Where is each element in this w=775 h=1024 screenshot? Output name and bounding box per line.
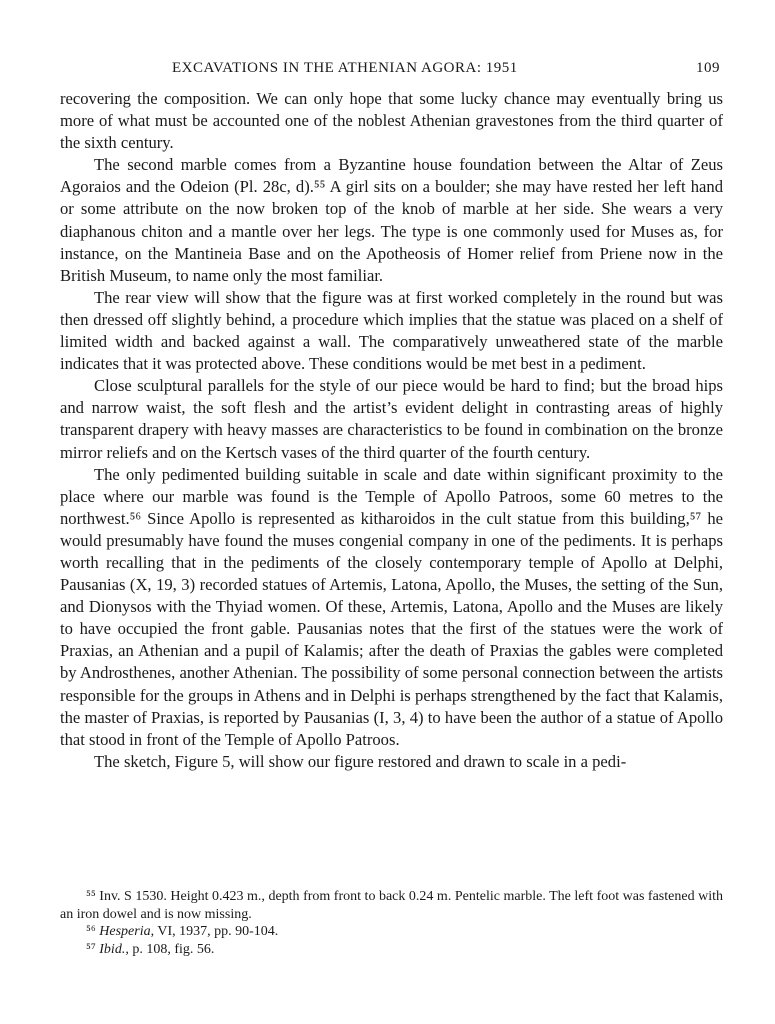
paragraph-6: The sketch, Figure 5, will show our figure restored and drawn to scale in a pedi- — [94, 751, 627, 771]
footnote-57-rest: , p. 108, fig. 56. — [125, 941, 215, 957]
footnote-57 — [60, 941, 723, 959]
paragraph-4: Close sculptural parallels for the style of our piece would be hard to find; but the broad hips and narrow waist, the soft flesh and the artist’s evident delight in contrasting areas of highly transparent drapery with heavy masses are characteristics to be found in combination on the bronze mirror reliefs and on the Kertsch vases of the third quarter of the fourth century. — [60, 376, 723, 462]
footnote-55: ⁵⁵ Inv. S 1530. Height 0.423 m., depth from front to back 0.24 m. Pentelic marble. The left foot was fastened with an iron dowel and is now missing. — [60, 889, 723, 922]
footnotes — [60, 888, 723, 958]
running-header — [60, 60, 720, 80]
page-number: 109 — [696, 60, 720, 76]
footnote-56-journal: Hesperia — [99, 924, 151, 939]
paragraph-1: recovering the composition. We can only hope that some lucky chance may eventually bring us more of what must be accounted one of the noblest Athenian gravestones from the third quarter of the sixth century. — [60, 89, 723, 153]
footnote-56-rest: , VI, 1937, pp. 90-104. — [150, 924, 279, 939]
paragraph-2: The second marble comes from a Byzantine house foundation between the Altar of Zeus Agoraios and the Odeion (Pl. 28c, d).⁵⁵ A girl sits on a boulder; she may have rested her left hand or some attribute on the now broken top of the knob of marble at her side. She wears a very diaphanous chiton and a mantle over her legs. The type is one commonly used for Muses as, for instance, on the Mantineia Base and on the Apotheosis of Homer relief from Priene now in the British Museum, to name only the most familiar. — [60, 155, 723, 285]
article-body — [60, 88, 723, 773]
journal-running-title: EXCAVATIONS IN THE ATHENIAN AGORA: 1951 — [172, 60, 518, 76]
footnote-56 — [60, 923, 723, 941]
footnote-57-mark: ⁵⁷ — [86, 941, 100, 957]
footnote-56-mark: ⁵⁶ — [86, 924, 100, 939]
paragraph-5: The only pedimented building suitable in scale and date within significant proximity to the place where our marble was found is the Temple of Apollo Patroos, some 60 metres to the northwest.⁵⁶ Since Apollo is represented as kitharoidos in the cult statue from this building,⁵⁷ he would presumably have found the muses congenial company in one of the pediments. It is perhaps worth recalling that in the pediments of the closely contemporary temple of Apollo at Delphi, Pausanias (X, 19, 3) recorded statues of Artemis, Latona, Apollo, the Muses, the setting of the Sun, and Dionysos with the Thyiad women. Of these, Artemis, Latona, Apollo and the Muses are likely to have occupied the front gable. Pausanias notes that the first of the statues were the work of Praxias, an Athenian and a pupil of Kalamis; after the death of Praxias the gables were completed by Androsthenes, another Athenian. The possibility of some personal connection between the artists responsible for the groups in Athens and in Delphi is perhaps strengthened by the fact that Kalamis, the master of Praxias, is reported by Pausanias (I, 3, 4) to have been the author of a statue of Apollo that stood in front of the Temple of Apollo Patroos. — [60, 464, 723, 749]
footnote-57-ibid: Ibid. — [99, 941, 126, 957]
paragraph-3: The rear view will show that the figure was at first worked completely in the round but was then dressed off slightly behind, a procedure which implies that the statue was placed on a shelf of limited width and backed against a wall. The comparatively unweathered state of the marble indicates that it was protected above. These conditions would be met best in a pediment. — [60, 287, 723, 374]
